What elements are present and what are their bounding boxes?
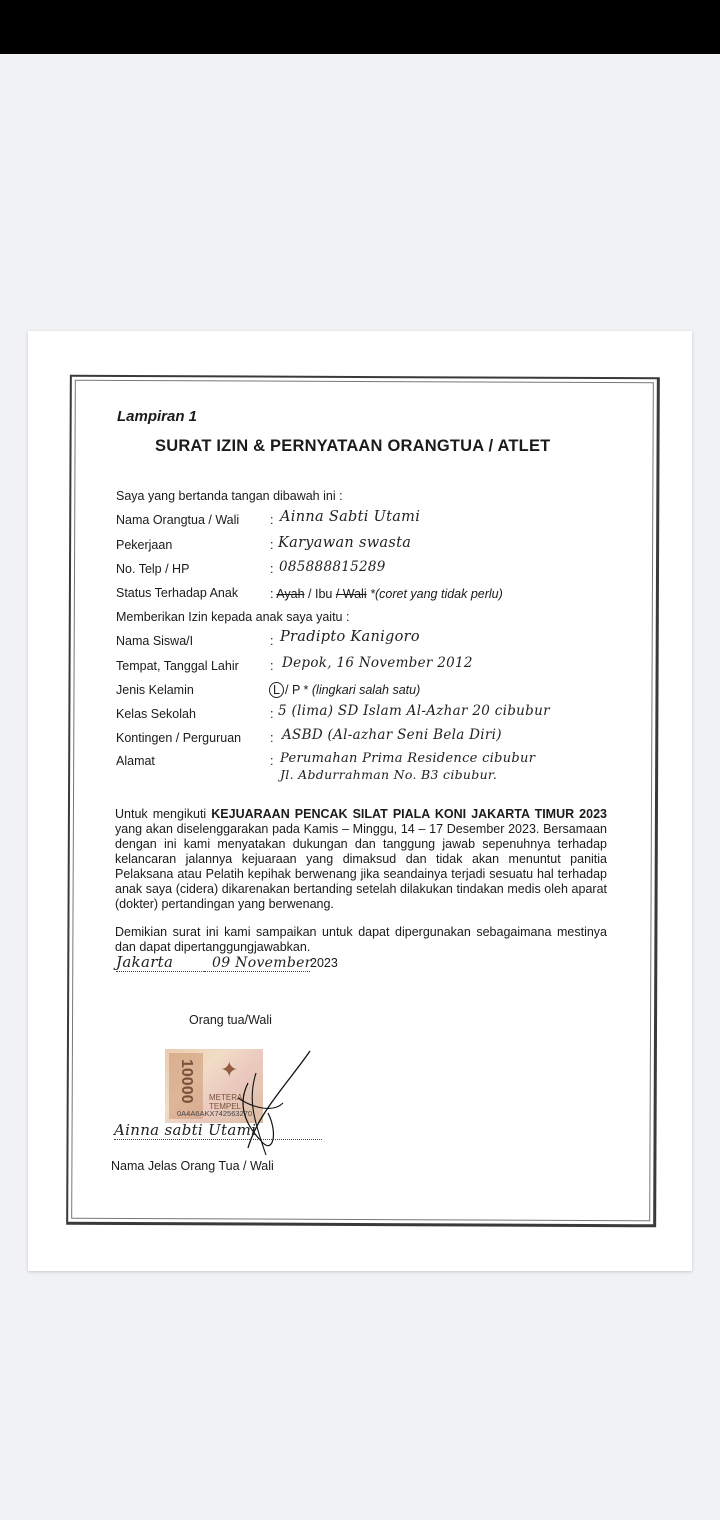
status-wali: / Wali bbox=[335, 587, 367, 601]
gender-circled: L bbox=[269, 682, 284, 698]
address-line2: Jl. Abdurrahman No. B3 cibubur. bbox=[280, 767, 498, 782]
birth-label: Tempat, Tanggal Lahir bbox=[116, 659, 239, 673]
stamp-label: METERAI TEMPEL bbox=[209, 1093, 245, 1111]
lampiran-label: Lampiran 1 bbox=[117, 408, 198, 425]
colon: : bbox=[270, 659, 274, 673]
sign-year: 2023 bbox=[310, 956, 338, 970]
status-value: : Ayah / Ibu / Wali *(coret yang tidak perlu) bbox=[270, 587, 503, 601]
event-name: KEJUARAAN PENCAK SILAT PIALA KONI JAKARTA TIMUR 2023 bbox=[211, 807, 607, 821]
contingent-value: ASBD (Al-azhar Seni Bela Diri) bbox=[282, 727, 502, 743]
class-value: 5 (lima) SD Islam Al-Azhar 20 cibubur bbox=[278, 703, 550, 719]
contingent-label: Kontingen / Perguruan bbox=[116, 731, 242, 745]
gender-value: L / P * (lingkari salah satu) bbox=[269, 682, 420, 698]
status-ibu: / Ibu bbox=[304, 587, 336, 601]
class-label: Kelas Sekolah bbox=[116, 707, 196, 721]
status-bar bbox=[0, 0, 720, 54]
phone-value: 085888815289 bbox=[279, 559, 386, 575]
colon: : bbox=[270, 707, 274, 721]
address-line1: Perumahan Prima Residence cibubur bbox=[280, 751, 536, 766]
status-ayah: Ayah bbox=[276, 587, 305, 601]
stamp-amount: 10000 bbox=[178, 1059, 195, 1104]
child-name-label: Nama Siswa/I bbox=[116, 634, 194, 648]
colon: : bbox=[270, 634, 274, 648]
parent-name-label: Nama Orangtua / Wali bbox=[116, 513, 240, 527]
closing-paragraph: Demikian surat ini kami sampaikan untuk dapat dipergunakan sebagaimana mestinya dan dapat dipertanggungjawabkan. bbox=[115, 925, 607, 954]
job-label: Pekerjaan bbox=[116, 538, 173, 552]
sign-place-date bbox=[116, 953, 338, 972]
colon: : bbox=[270, 754, 274, 768]
address-label: Alamat bbox=[116, 754, 155, 768]
status-note: *(coret yang tidak perlu) bbox=[366, 587, 503, 601]
sign-caption: Nama Jelas Orang Tua / Wali bbox=[111, 1159, 274, 1173]
document-page[interactable] bbox=[28, 331, 692, 1271]
sign-name: Ainna sabti Utami bbox=[114, 1121, 322, 1140]
gender-label: Jenis Kelamin bbox=[116, 683, 194, 697]
sign-date: 09 November bbox=[204, 955, 310, 972]
job-value: Karyawan swasta bbox=[278, 535, 412, 551]
statement-paragraph: Untuk mengikuti KEJUARAAN PENCAK SILAT PIALA KONI JAKARTA TIMUR 2023 yang akan diselenggarakan pada Kamis – Minggu, 14 – 17 Desember 2023. Bersamaan dengan ini kami menyatakan dukungan dan tanggung jawab sepenuhnya terhadap kelancaran jalannya kejuaraan yang dimaksud dan tidak akan menuntut panitia Pelaksana atau Pelatih kepihak berwenang jika seandainya terjadi sesuatu hal terhadap anak saya (cidera) dikarenakan bertanding setelah dilakukan tindakan medis oleh aparat (dokter) pertandingan yang berwenang. bbox=[115, 807, 607, 911]
colon: : bbox=[270, 513, 274, 527]
status-label: Status Terhadap Anak bbox=[116, 586, 239, 600]
phone-label: No. Telp / HP bbox=[116, 562, 190, 576]
signature-scribble bbox=[178, 1043, 328, 1163]
sign-city: Jakarta bbox=[116, 953, 204, 972]
colon: : bbox=[270, 562, 274, 576]
garuda-emblem-icon: ✦ bbox=[220, 1057, 239, 1082]
sign-name-line bbox=[114, 1121, 322, 1140]
child-name-value: Pradipto Kanigoro bbox=[280, 629, 420, 645]
birth-value: Depok, 16 November 2012 bbox=[282, 655, 473, 671]
colon: : bbox=[270, 538, 274, 552]
stamp-serial: 0A4A6AKX742563270 bbox=[177, 1109, 253, 1118]
intro-text: Saya yang bertanda tangan dibawah ini : bbox=[116, 489, 343, 503]
document-title: SURAT IZIN & PERNYATAAN ORANGTUA / ATLET bbox=[155, 437, 551, 455]
permission-intro: Memberikan Izin kepada anak saya yaitu : bbox=[116, 610, 350, 624]
colon: : bbox=[270, 731, 274, 745]
sign-role: Orang tua/Wali bbox=[189, 1013, 272, 1027]
parent-name-value: Ainna Sabti Utami bbox=[280, 509, 421, 525]
